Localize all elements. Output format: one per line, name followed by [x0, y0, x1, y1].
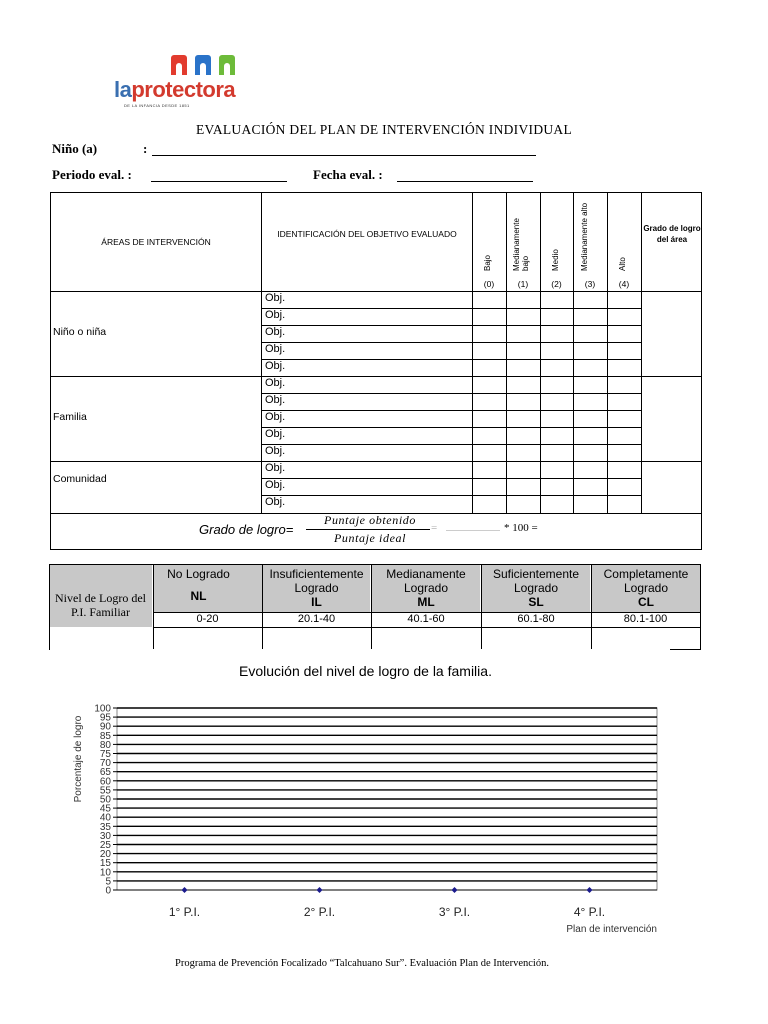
obj-label: Obj.: [265, 326, 286, 338]
level-head-nl: [153, 564, 244, 612]
area-familia: Familia: [53, 411, 87, 423]
logo-text-protectora: protectora: [131, 77, 236, 102]
y-tick-label: 65: [99, 767, 111, 779]
scale-value-4: (4): [618, 279, 630, 289]
level-range-cl: 80.1-100: [623, 613, 668, 625]
y-tick-label: 60: [99, 776, 111, 788]
logo-tagline: DE LA INFANCIA DESDE 1851: [124, 103, 190, 108]
obj-label: Obj.: [265, 309, 286, 321]
grado-header: Grado de logro del área: [643, 224, 701, 244]
y-tick-label: 90: [99, 721, 111, 733]
scale-label-medianamente-bajo: Medianamente bajo: [512, 218, 530, 271]
y-tick-label: 55: [99, 785, 111, 797]
y-tick-label: 30: [99, 830, 111, 842]
chart-title: Evolución del nivel de logro de la familia.: [239, 663, 492, 679]
scale-label-medianamente-alto: Medianamente alto: [580, 202, 589, 271]
x-tick-label: 2° P.I.: [303, 905, 336, 919]
logo-text-la: la: [114, 77, 132, 102]
level-code: CL: [638, 595, 654, 609]
scale-value-0: (0): [483, 279, 495, 289]
nino-label: Niño (a): [52, 141, 98, 156]
footer: Programa de Prevención Focalizado “Talcahuano Sur”. Evaluación Plan de Intervención.: [175, 958, 549, 969]
fecha-label: Fecha eval. :: [313, 167, 383, 182]
area-comunidad: Comunidad: [53, 473, 107, 485]
y-axis-label: Porcentaje de logro: [73, 715, 84, 803]
obj-label: Obj.: [265, 445, 286, 457]
obj-label: Obj.: [265, 411, 286, 423]
formula-label: Grado de logro=: [199, 522, 294, 537]
y-tick-label: 70: [99, 758, 111, 770]
level-head-il: [263, 564, 370, 612]
level-code: SL: [528, 595, 544, 609]
level-head-ml: [372, 564, 480, 612]
periodo-label: Periodo eval. :: [52, 167, 132, 182]
level-name: Insuficientemente Logrado: [269, 567, 364, 595]
obj-label: Obj.: [265, 360, 286, 372]
level-code: NL: [190, 589, 207, 603]
objetivo-header: IDENTIFICACIÓN DEL OBJETIVO EVALUADO: [277, 229, 457, 239]
level-range-il: 20.1-40: [297, 613, 336, 625]
x-tick-label: 3° P.I.: [438, 905, 471, 919]
level-head-sl: [482, 564, 590, 612]
levels-table: [49, 564, 701, 650]
level-head-cl: [592, 564, 700, 612]
level-name: No Logrado: [167, 567, 230, 581]
document-title: EVALUACIÓN DEL PLAN DE INTERVENCIÓN INDIVIDUAL: [195, 122, 573, 137]
fecha-input[interactable]: [397, 181, 533, 182]
level-name: Medianamente Logrado: [386, 567, 466, 595]
nino-input[interactable]: [152, 155, 536, 156]
y-tick-label: 10: [99, 867, 111, 879]
y-tick-label: 5: [105, 876, 111, 888]
obj-label: Obj.: [265, 394, 286, 406]
level-name: Completamente Logrado: [603, 567, 689, 595]
y-tick-label: 45: [99, 803, 111, 815]
scale-label-alto: Alto: [618, 257, 627, 271]
obj-label: Obj.: [265, 479, 286, 491]
y-tick-label: 80: [99, 739, 111, 751]
level-range-nl: 0-20: [196, 613, 219, 625]
formula-equals: =: [431, 522, 438, 534]
obj-label: Obj.: [265, 428, 286, 440]
scale-label-bajo: Bajo: [483, 254, 492, 271]
y-tick-label: 75: [99, 749, 111, 760]
level-name: Suficientemente Logrado: [492, 567, 580, 595]
chart: [0, 690, 768, 940]
scale-label-medio: Medio: [551, 249, 560, 271]
y-tick-label: 0: [105, 885, 111, 897]
y-tick-label: 100: [94, 703, 111, 715]
obj-label: Obj.: [265, 462, 286, 474]
level-code: ML: [417, 595, 435, 609]
x-tick-label: 4° P.I.: [573, 905, 606, 919]
level-range-ml: 40.1-60: [407, 613, 445, 625]
obj-label: Obj.: [265, 292, 286, 304]
y-tick-label: 50: [99, 794, 111, 806]
y-tick-label: 25: [99, 840, 111, 851]
formula-numerator: Puntaje obtenido: [324, 513, 416, 527]
formula-times: * 100 =: [504, 522, 538, 534]
y-tick-label: 15: [99, 858, 111, 870]
obj-label: Obj.: [265, 343, 286, 355]
scale-value-3: (3): [584, 279, 596, 289]
logo: [114, 53, 244, 109]
evaluation-table: [50, 192, 702, 550]
scale-value-1: (1): [517, 279, 529, 289]
nino-colon: :: [143, 141, 148, 156]
y-tick-label: 85: [99, 730, 111, 742]
scale-value-2: (2): [551, 279, 562, 289]
x-tick-label: 1° P.I.: [168, 905, 201, 919]
y-tick-label: 95: [99, 712, 111, 724]
level-code: IL: [311, 595, 322, 609]
y-tick-label: 20: [99, 849, 111, 861]
area-nino: Niño o niña: [53, 326, 107, 338]
y-tick-label: 40: [99, 812, 111, 824]
levels-row-header: Nivel de Logro del P.I. Familiar: [55, 591, 146, 619]
obj-label: Obj.: [265, 377, 286, 389]
areas-header: ÁREAS DE INTERVENCIÓN: [101, 237, 211, 247]
periodo-input[interactable]: [151, 181, 287, 182]
y-tick-label: 35: [99, 821, 111, 833]
obj-label: Obj.: [265, 496, 286, 508]
x-axis-label: Plan de intervención: [566, 924, 657, 935]
formula-denominator: Puntaje ideal: [333, 531, 407, 545]
level-range-sl: 60.1-80: [517, 613, 555, 625]
